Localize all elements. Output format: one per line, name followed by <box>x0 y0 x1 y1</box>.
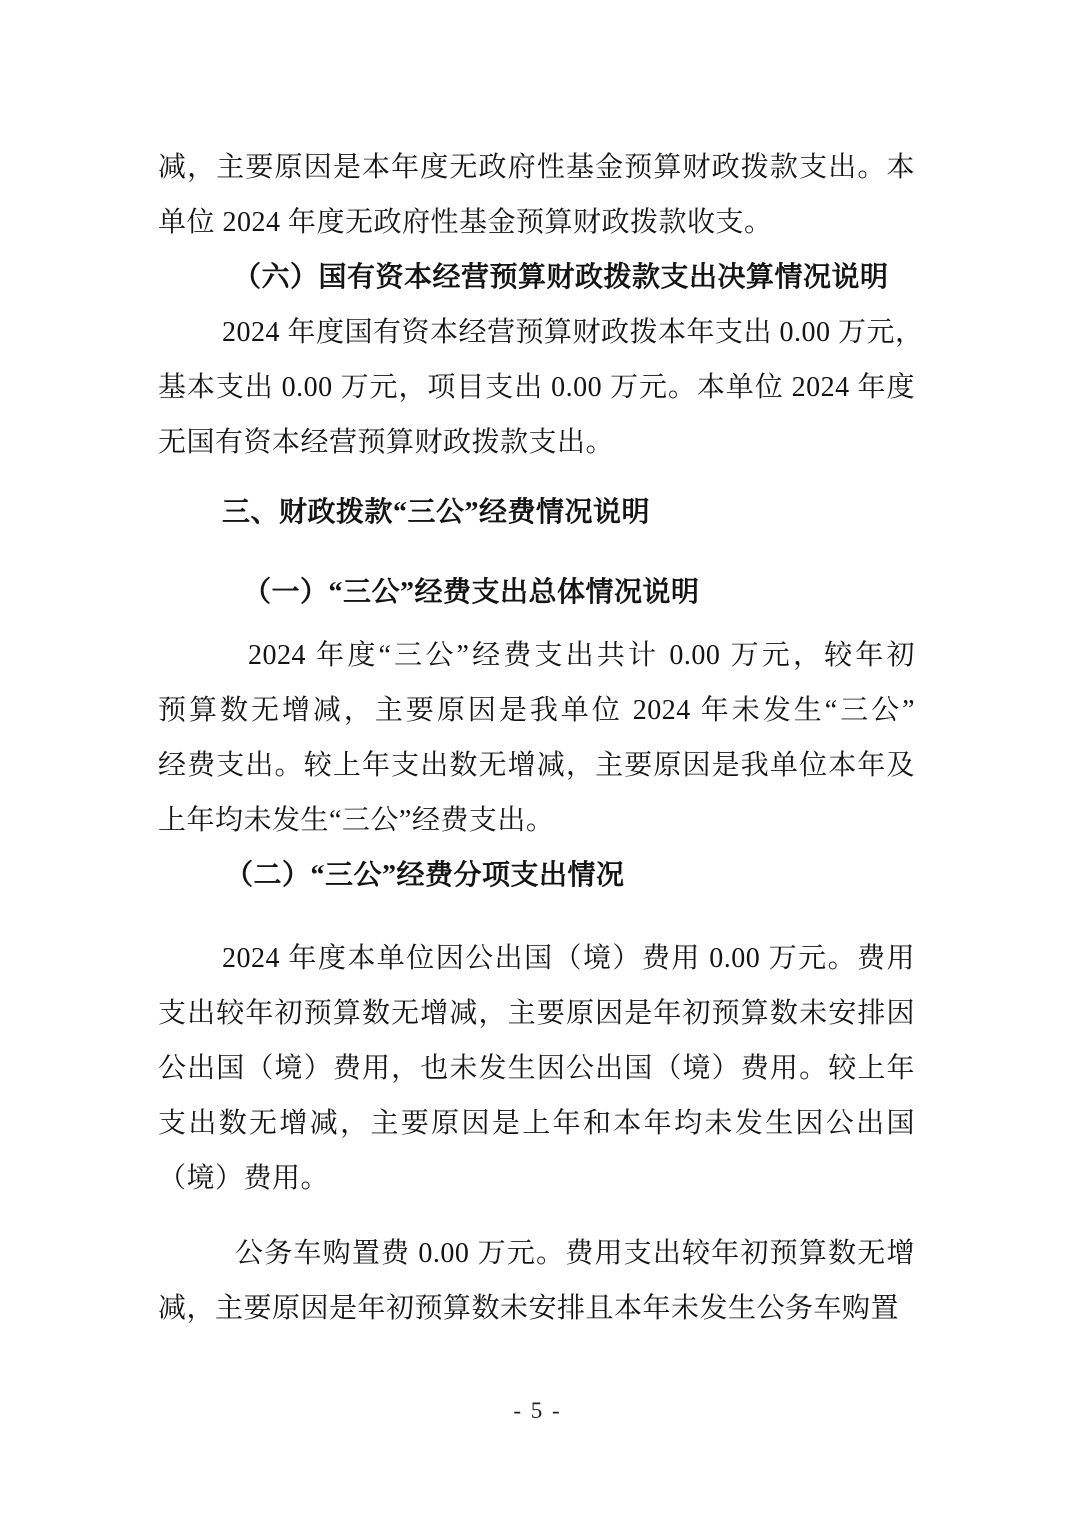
paragraph-line: 公出国（境）费用，也未发生因公出国（境）费用。较上年 <box>158 1053 915 1084</box>
chapter-heading-3: 三、财政拨款“三公”经费情况说明 <box>222 497 651 528</box>
paragraph-line: 上年均未发生“三公”经费支出。 <box>158 805 555 836</box>
section-heading-6: （六）国有资本经营预算财政拨款支出决算情况说明 <box>233 262 889 293</box>
paragraph-line: 基本支出 0.00 万元，项目支出 0.00 万元。本单位 2024 年度 <box>158 372 915 403</box>
paragraph-line: 公务车购置费 0.00 万元。费用支出较年初预算数无增 <box>235 1238 915 1269</box>
sub-heading-2: （二）“三公”经费分项支出情况 <box>225 860 625 891</box>
paragraph-line: （境）费用。 <box>158 1163 330 1194</box>
paragraph-line: 支出较年初预算数无增减，主要原因是年初预算数未安排因 <box>158 998 915 1029</box>
paragraph-line: 减，主要原因是年初预算数未安排且本年未发生公务车购置 <box>158 1293 900 1324</box>
page-number: - 5 - <box>513 1398 562 1423</box>
paragraph-line: 单位 2024 年度无政府性基金预算财政拨款收支。 <box>158 207 773 238</box>
paragraph-line: 2024 年度本单位因公出国（境）费用 0.00 万元。费用 <box>222 943 915 974</box>
sub-heading-1: （一）“三公”经费支出总体情况说明 <box>243 577 700 608</box>
paragraph-line: 2024 年度“三公”经费支出共计 0.00 万元，较年初 <box>248 640 915 671</box>
paragraph-line: 支出数无增减，主要原因是上年和本年均未发生因公出国 <box>158 1108 915 1139</box>
paragraph-line: 经费支出。较上年支出数无增减，主要原因是我单位本年及 <box>158 750 915 781</box>
paragraph-line: 预算数无增减，主要原因是我单位 2024 年未发生“三公” <box>158 695 915 726</box>
paragraph-line: 2024 年度国有资本经营预算财政拨本年支出 0.00 万元， <box>222 317 924 348</box>
paragraph-line: 无国有资本经营预算财政拨款支出。 <box>158 427 615 458</box>
paragraph-line: 减，主要原因是本年度无政府性基金预算财政拨款支出。本 <box>158 152 915 183</box>
document-text-column <box>158 140 924 1336</box>
